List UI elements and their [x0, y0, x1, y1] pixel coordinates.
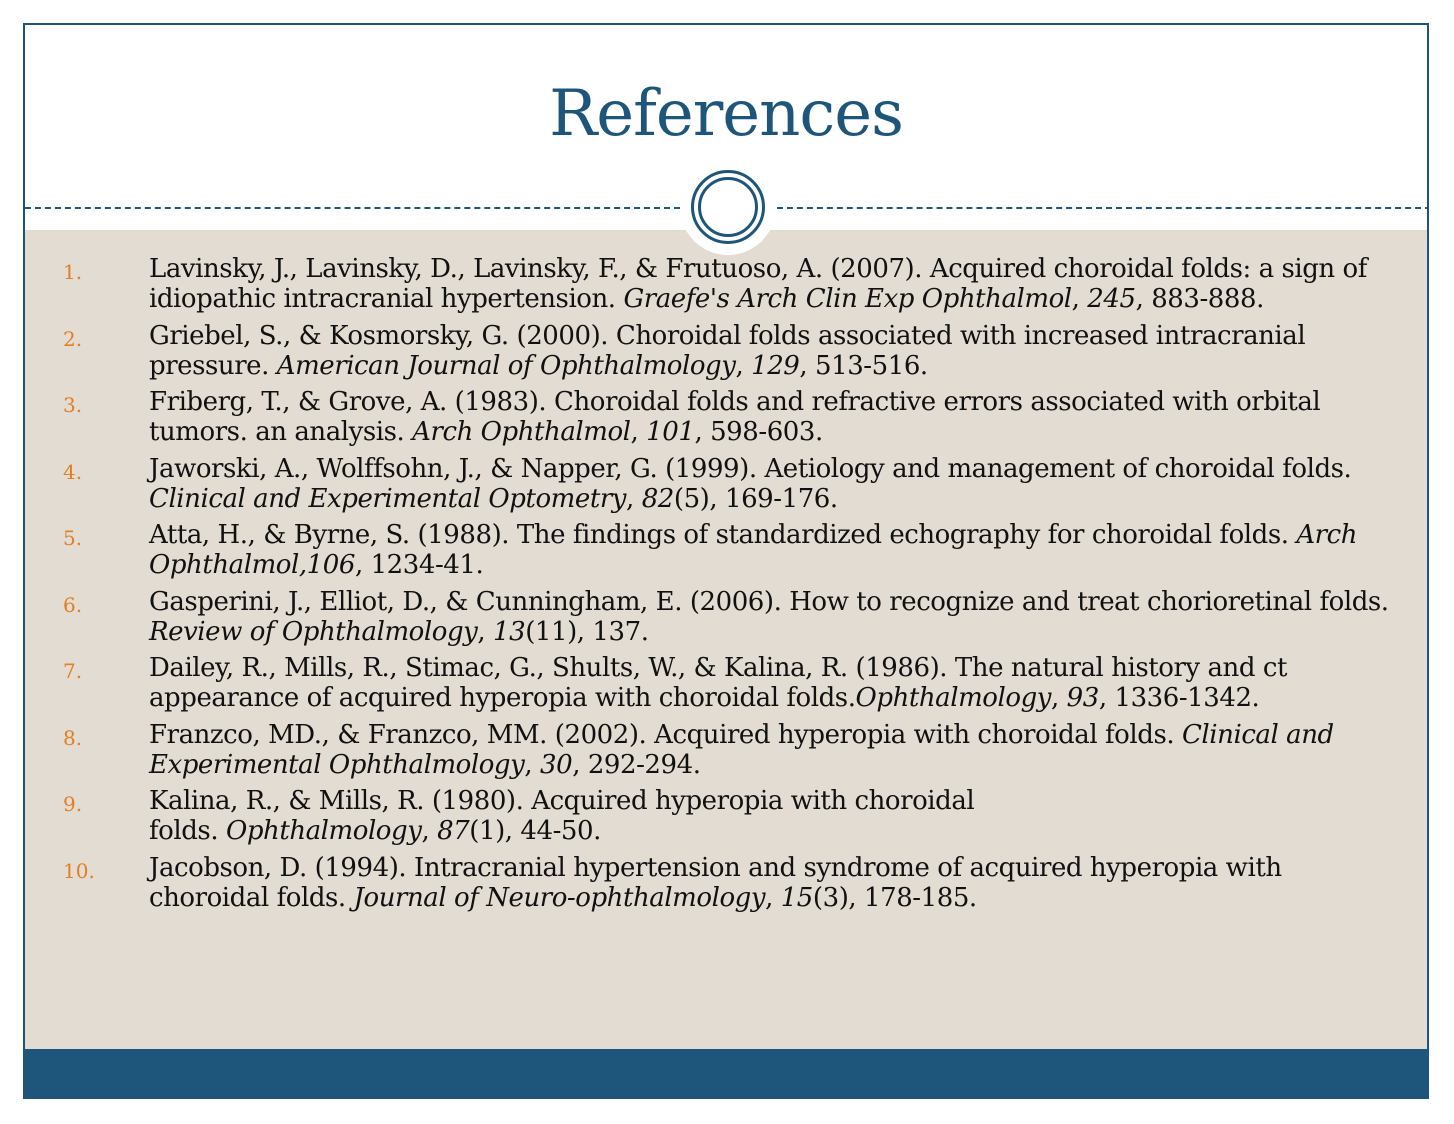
reference-number: 3. — [63, 393, 83, 417]
reference-text — [149, 587, 1389, 647]
reference-journal: Ophthalmology — [855, 683, 1052, 713]
reference-journal: Arch Ophthalmol — [149, 520, 1358, 580]
reference-separator: , — [1071, 284, 1088, 314]
reference-authors: Gasperini, J., Elliot, D., & Cunningham, E. (2006). How to recognize and treat chorioretinal folds. — [149, 586, 1389, 617]
reference-volume: 93 — [1066, 683, 1099, 713]
reference-number: 1. — [63, 260, 83, 284]
reference-text — [149, 653, 1389, 713]
reference-pages: , 1234-41. — [354, 550, 484, 580]
reference-authors: Kalina, R., & Mills, R. (1980). Acquired hyperopia with choroidal — [149, 786, 975, 816]
reference-volume: 101 — [646, 417, 695, 447]
reference-authors: Franzco, MD., & Franzco, MM. (2002). Acquired hyperopia with choroidal folds. — [149, 719, 1182, 750]
reference-issue: (1) — [469, 816, 505, 846]
reference-text — [149, 786, 1389, 846]
divider-left — [25, 207, 680, 209]
reference-pages: , 44-50. — [504, 816, 601, 846]
divider-right — [777, 207, 1429, 209]
reference-pages: , 883-888. — [1135, 284, 1264, 314]
reference-journal: Ophthalmology — [225, 816, 422, 846]
reference-item-5 — [25, 520, 1427, 580]
reference-journal: American Journal of Ophthalmology — [276, 350, 736, 381]
reference-authors: Lavinsky, J., Lavinsky, D., Lavinsky, F., & Frutuoso, A. (2007). Acquired choroidal folds: a sign of idiopathic intracranial hypertension. — [149, 254, 1367, 314]
reference-item-6 — [25, 587, 1427, 647]
reference-pages: , 169-176. — [709, 483, 838, 514]
reference-pages: , 598-603. — [694, 417, 823, 447]
reference-separator: , — [735, 350, 752, 381]
reference-number: 10. — [63, 858, 95, 883]
reference-separator: , — [626, 483, 642, 514]
reference-number: 6. — [63, 592, 83, 617]
reference-volume: 82 — [641, 483, 674, 514]
reference-separator: , — [298, 550, 307, 580]
reference-list — [25, 254, 1427, 919]
reference-journal: Review of Ophthalmology — [149, 616, 478, 647]
reference-volume: 87 — [437, 816, 470, 846]
reference-volume: 30 — [540, 749, 573, 780]
footer-bar — [25, 1049, 1427, 1099]
reference-volume: 106 — [306, 550, 355, 580]
reference-separator: , — [765, 882, 781, 913]
reference-volume: 245 — [1087, 284, 1136, 314]
reference-separator: , — [630, 417, 647, 447]
reference-number: 5. — [63, 526, 83, 550]
reference-text — [149, 520, 1389, 580]
reference-authors: Jacobson, D. (1994). Intracranial hypertension and syndrome of acquired hyperopia with choroidal folds. — [149, 852, 1282, 913]
reference-separator: , — [524, 749, 540, 780]
reference-item-8 — [25, 720, 1427, 780]
double-ring-inner-icon — [698, 177, 758, 237]
reference-text — [149, 254, 1389, 314]
reference-authors: Dailey, R., Mills, R., Stimac, G., Shults, W., & Kalina, R. (1986). The natural history and ct appearance of acquired hyperopia with choroidal folds. — [149, 653, 1287, 713]
reference-separator: , — [1051, 683, 1067, 713]
reference-issue: (5) — [673, 483, 710, 514]
slide — [23, 23, 1429, 1099]
reference-number: 7. — [63, 659, 83, 683]
reference-number: 2. — [63, 326, 83, 351]
reference-number: 9. — [63, 792, 83, 816]
reference-authors: Atta, H., & Byrne, S. (1988). The findings of standardized echography for choroidal folds. — [149, 520, 1297, 550]
reference-separator: , — [477, 616, 494, 647]
reference-journal: Journal of Neuro-ophthalmology — [353, 882, 766, 913]
reference-text — [149, 387, 1389, 447]
reference-journal: Graefe's Arch Clin Exp Ophthalmol — [623, 284, 1072, 314]
reference-item-3 — [25, 387, 1427, 447]
reference-text — [149, 853, 1389, 913]
reference-item-9 — [25, 786, 1427, 846]
reference-pages: , 1336-1342. — [1098, 683, 1260, 713]
reference-separator: , — [421, 816, 438, 846]
reference-authors: Griebel, S., & Kosmorsky, G. (2000). Choroidal folds associated with increased intracranial pressure. — [149, 320, 1306, 381]
reference-text — [149, 454, 1389, 514]
reference-pages: , 178-185. — [848, 882, 977, 913]
reference-volume: 15 — [780, 882, 813, 913]
reference-number: 8. — [63, 725, 83, 750]
page-title: References — [549, 77, 903, 151]
reference-item-2 — [25, 321, 1427, 381]
reference-item-1 — [25, 254, 1427, 314]
reference-number: 4. — [63, 459, 83, 484]
reference-journal: Clinical and Experimental Ophthalmology — [149, 719, 1334, 780]
reference-item-4 — [25, 454, 1427, 514]
reference-text — [149, 321, 1389, 381]
reference-volume: 13 — [493, 616, 526, 647]
reference-text — [149, 720, 1389, 780]
reference-authors: Friberg, T., & Grove, A. (1983). Choroidal folds and refractive errors associated with orbital tumors. an analysis. — [149, 387, 1321, 447]
reference-authors: Jaworski, A., Wolffsohn, J., & Napper, G. (1999). Aetiology and management of choroidal folds. — [149, 453, 1352, 484]
reference-pages: , 137. — [576, 616, 649, 647]
reference-journal: Arch Ophthalmol — [412, 417, 631, 447]
reference-pages: , 292-294. — [572, 749, 701, 780]
reference-item-10 — [25, 853, 1427, 913]
reference-item-7 — [25, 653, 1427, 713]
reference-issue: (11) — [525, 616, 577, 647]
reference-journal: Clinical and Experimental Optometry — [149, 483, 627, 514]
reference-volume: 129 — [751, 350, 800, 381]
reference-issue: (3) — [812, 882, 849, 913]
reference-pages: , 513-516. — [799, 350, 928, 381]
reference-authors-continued: folds. — [149, 816, 226, 846]
